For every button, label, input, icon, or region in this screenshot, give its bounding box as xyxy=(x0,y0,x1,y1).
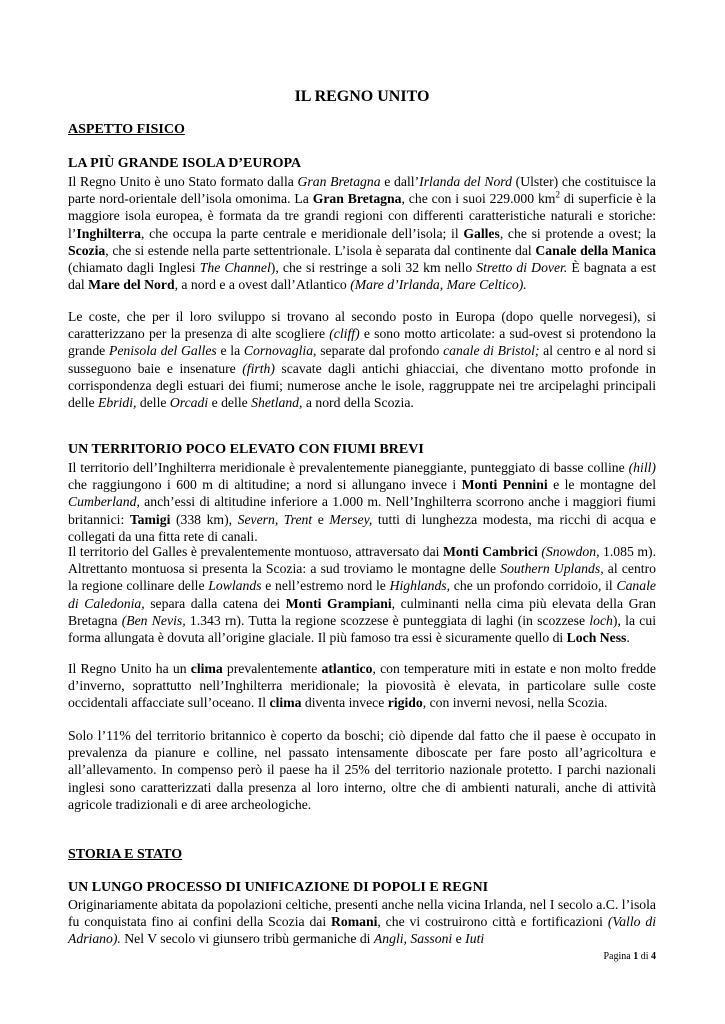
paragraph-inghilterra: Il territorio dell’Inghilterra meridionale è prevalentemente pianeggiante, punteggiato di basse colline (hill) che raggiungono i 600 m di altitudine; a nord si allungano invece i Monti Pennini e le montagne del Cumberland, anch’essi di altitudine inferiore a 1.000 m. Nell’Inghilterra scorrono anche i maggiori fiumi britannici: Tamigi (338 km), Severn, Trent e Mersey, tutti di lunghezza modesta, ma ricchi di acqua e collegati da una fitta rete di canali. xyxy=(68,460,657,544)
paragraph-storia: Originariamente abitata da popolazioni celtiche, presenti anche nella vicina Irlanda, nel I secolo a.C. l’isola fu conquistata fino ai confini della Scozia dai Romani, che vi costruirono città e fortificazioni (Vallo di Adriano). Nel V secolo vi giunsero tribù germaniche di Angli, Sassoni e Iuti xyxy=(68,897,656,947)
subheading-isola-europa: LA PIÙ GRANDE ISOLA D’EUROPA xyxy=(68,156,302,171)
page-footer: Pagina 1 di 4 xyxy=(603,951,656,962)
paragraph-intro: Il Regno Unito è uno Stato formato dalla Gran Bretagna e dall’Irlanda del Nord (Ulster) che costituisce la parte nord-orientale dell’isola omonima. La Gran Bretagna, che con i suoi 229.000 $km^2$ di superficie è la maggiore isola europea, è formata da tre grandi regioni con differenti caratteristiche naturali e storiche: l’Inghilterra, che occupa la parte centrale e meridionale dell’isola; il Galles, che si protende a ovest; la Scozia, che si estende nella parte settentrionale. L’isola è separata dal continente dal Canale della Manica (chiamato dagli Inglesi The Channel), che si restringe a soli 32 km nello Stretto di Dover. È bagnata a est dal Mare del Nord, a nord e a ovest dall’Atlantico (Mare d’Irlanda, Mare Celtico). xyxy=(68,174,657,293)
page-title: IL REGNO UNITO xyxy=(294,88,430,105)
subheading-unificazione: UN LUNGO PROCESSO DI UNIFICAZIONE DI POPOLI E REGNI xyxy=(68,880,489,895)
section-heading-aspetto-fisico: ASPETTO FISICO xyxy=(68,122,185,137)
paragraph-galles-scozia: Il territorio del Galles è prevalentemente montuoso, attraversato dai Monti Cambrici (Snowdon, 1.085 m). Altrettanto montuosa si presenta la Scozia: a sud troviamo le montagne delle Southern Uplands, al centro la regione collinare delle Lowlands e nell’estremo nord le Highlands, che un profondo corridoio, il Canale di Caledonia, separa dalla catena dei Monti Grampiani, culminanti nella cima più elevata della Gran Bretagna (Ben Nevis, 1.343 rn). Tutta la regione scozzese è punteggiata di laghi (in scozzese loch), la cui forma allungata è dovuta all’origine glaciale. Il più famoso tra essi è sicuramente quello di Loch Ness. xyxy=(68,544,657,646)
paragraph-clima: Il Regno Unito ha un clima prevalentemente atlantico, con temperature miti in estate e non molto fredde d’inverno, soprattutto nell’Inghilterra meridionale; la piovosità è elevata, in particolare sulle coste occidentali affacciate sull’oceano. Il clima diventa invece rigido, con inverni nevosi, nella Scozia. xyxy=(68,661,656,711)
paragraph-boschi: Solo l’11% del territorio britannico è coperto da boschi; ciò dipende dal fatto che il paese è occupato in prevalenza da pianure e colline, nel passato intensamente diboscate per fare posto all’agricoltura e all’allevamento. In compenso però il paese ha il 25% del territorio nazionale protetto. I parchi nazionali inglesi sono caratterizzati dalla presenza al loro interno, oltre che di ambienti naturali, anche di attività agricole tradizionali e di aree archeologiche. xyxy=(68,728,656,812)
subheading-territorio: UN TERRITORIO POCO ELEVATO CON FIUMI BREVI xyxy=(68,442,424,457)
section-heading-storia: STORIA E STATO xyxy=(68,847,183,862)
paragraph-coste: Le coste, che per il loro sviluppo si trovano al secondo posto in Europa (dopo quelle norvegesi), si caratterizzano per la presenza di alte scogliere (cliff) e sono motto articolate: a sud-ovest si protendono la grande Penisola del Galles e la Cornovaglia, separate dal profondo canale di Bristol; al centro e al nord si susseguono baie e insenature (firth) scavate dagli antichi ghiacciai, che diventano motto profonde in corrispondenza degli estuari dei fiumi; numerose anche le isole, raggruppate nei tre arcipelaghi principali delle Ebridi, delle Orcadi e delle Shetland, a nord della Scozia. xyxy=(68,309,656,411)
